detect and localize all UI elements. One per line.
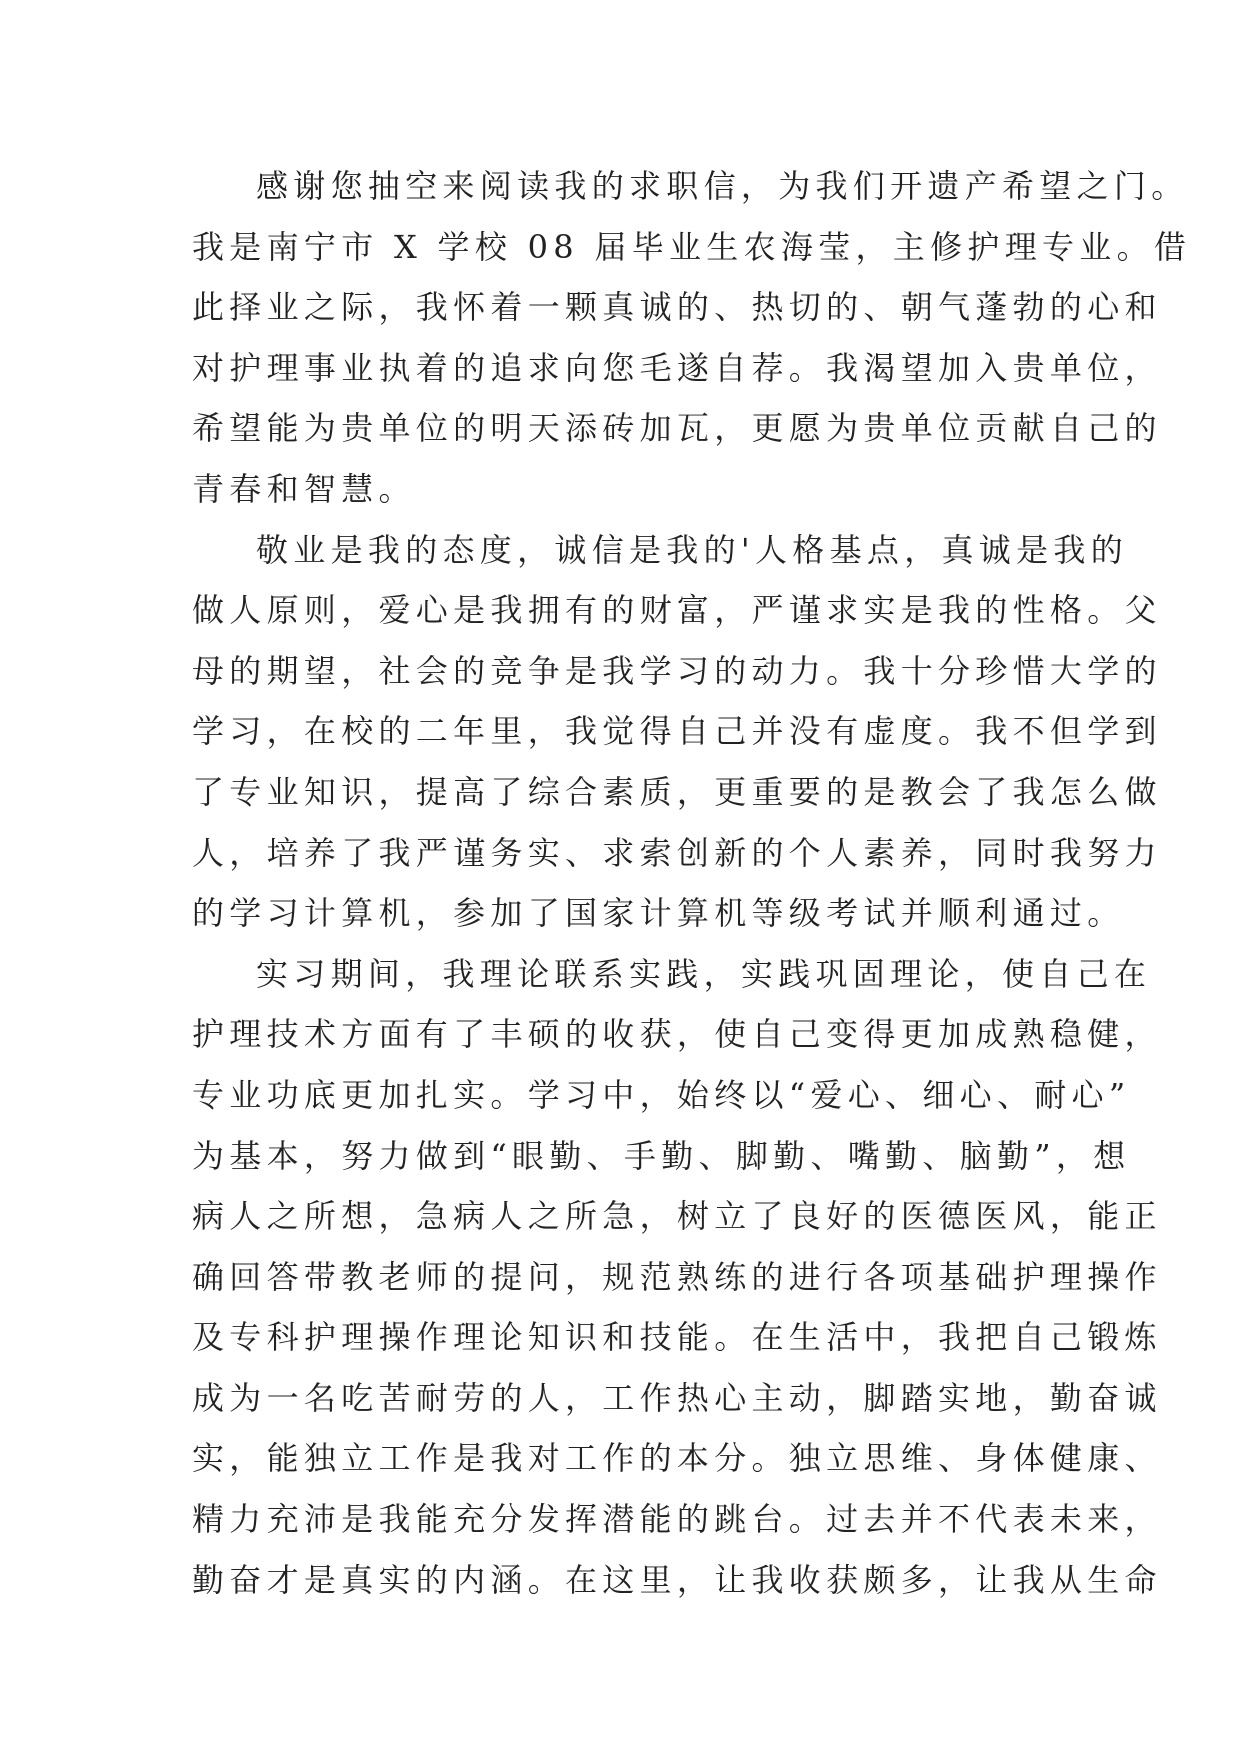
paragraph-2-line-3: 母的期望，社会的竞争是我学习的动力。我十分珍惜大学的: [192, 651, 1162, 690]
paragraph-1-line-6: 青春和智慧。: [192, 469, 416, 508]
paragraph-3-line-1: 实习期间，我理论联系实践，实践巩固理论，使自己在: [256, 954, 1152, 993]
paragraph-2-line-4: 学习，在校的二年里，我觉得自己并没有虚度。我不但学到: [192, 712, 1162, 751]
paragraph-2-line-2: 做人原则，爱心是我拥有的财富，严谨求实是我的性格。父: [192, 591, 1162, 630]
paragraph-3-line-3: 专业功底更加扎实。学习中，始终以“爱心、细心、耐心”: [192, 1075, 1131, 1114]
paragraph-2-line-6: 人，培养了我严谨务实、求索创新的个人素养，同时我努力: [192, 833, 1162, 872]
paragraph-3-line-8: 成为一名吃苦耐劳的人，工作热心主动，脚踏实地，勤奋诚: [192, 1378, 1162, 1417]
paragraph-1-line-2: 我是南宁市 X 学校 08 届毕业生农海莹，主修护理专业。借: [192, 227, 1192, 266]
paragraph-1-line-5: 希望能为贵单位的明天添砖加瓦，更愿为贵单位贡献自己的: [192, 409, 1162, 448]
paragraph-2-line-1: 敬业是我的态度，诚信是我的'人格基点，真诚是我的: [256, 530, 1128, 569]
paragraph-3-line-5: 病人之所想，急病人之所急，树立了良好的医德医风，能正: [192, 1197, 1162, 1236]
paragraph-3-line-7: 及专科护理操作理论知识和技能。在生活中，我把自己锻炼: [192, 1318, 1162, 1357]
paragraph-3-line-4: 为基本，努力做到“眼勤、手勤、脚勤、嘴勤、脑勤”，想: [192, 1136, 1131, 1175]
paragraph-1-line-4: 对护理事业执着的追求向您毛遂自荐。我渴望加入贵单位，: [192, 348, 1162, 387]
paragraph-2-line-7: 的学习计算机，参加了国家计算机等级考试并顺利通过。: [192, 894, 1125, 933]
letter-body: [192, 156, 1192, 1610]
paragraph-3-line-2: 护理技术方面有了丰硕的收获，使自己变得更加成熟稳健，: [192, 1015, 1162, 1054]
paragraph-1-line-3: 此择业之际，我怀着一颗真诚的、热切的、朝气蓬勃的心和: [192, 288, 1162, 327]
paragraph-3-line-6: 确回答带教老师的提问，规范熟练的进行各项基础护理操作: [192, 1257, 1162, 1296]
paragraph-3-line-10: 精力充沛是我能充分发挥潜能的跳台。过去并不代表未来，: [192, 1500, 1162, 1539]
paragraph-1-line-1: 感谢您抽空来阅读我的求职信，为我们开遗产希望之门。: [256, 167, 1189, 205]
paragraph-2-line-5: 了专业知识，提高了综合素质，更重要的是教会了我怎么做: [192, 772, 1162, 811]
paragraph-3-line-11: 勤奋才是真实的内涵。在这里，让我收获颇多，让我从生命: [192, 1560, 1162, 1599]
paragraph-3-line-9: 实，能独立工作是我对工作的本分。独立思维、身体健康、: [192, 1439, 1162, 1478]
